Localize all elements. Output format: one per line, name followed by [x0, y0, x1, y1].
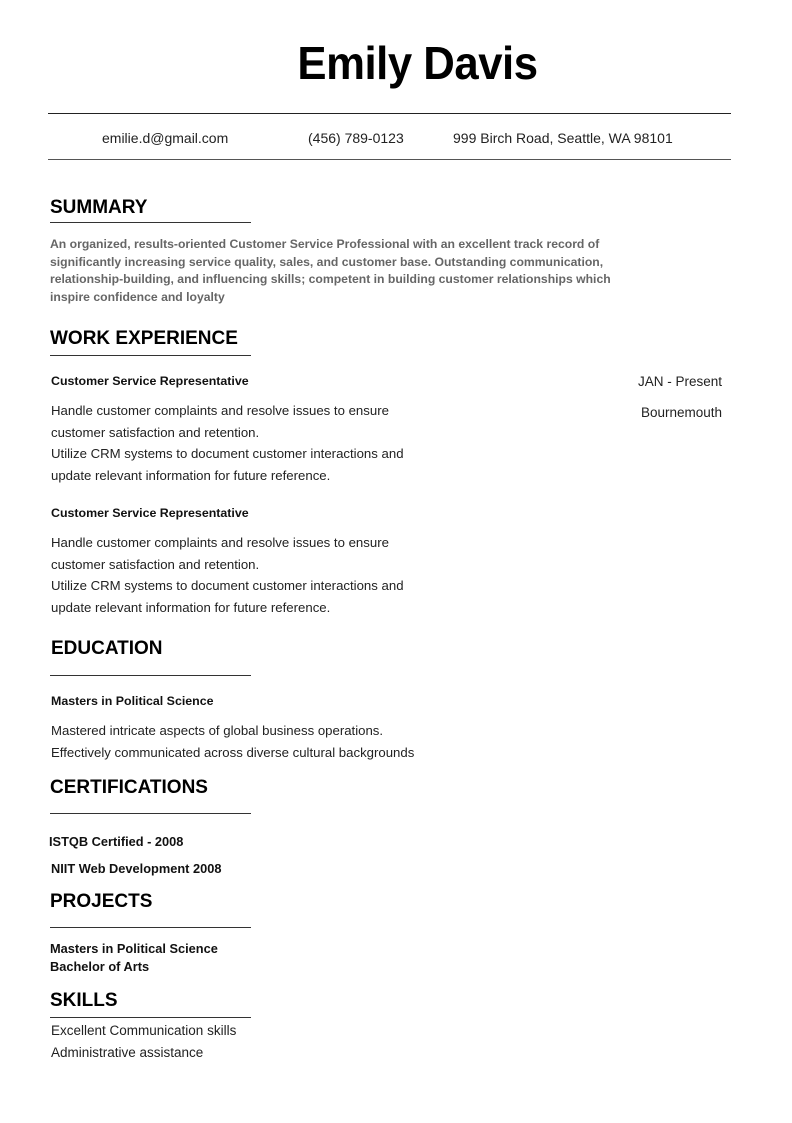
education-degree: Masters in Political Science — [51, 694, 214, 708]
certification-item: ISTQB Certified - 2008 — [49, 834, 184, 849]
contact-email[interactable]: emilie.d@gmail.com — [102, 130, 229, 146]
job-description-line: Utilize CRM systems to document customer interactions and — [51, 446, 404, 461]
section-divider — [50, 222, 251, 223]
job-description-line: Utilize CRM systems to document customer interactions and — [51, 578, 404, 593]
education-description-line: Mastered intricate aspects of global business operations. — [51, 723, 384, 738]
project-item: Bachelor of Arts — [50, 959, 150, 974]
education-description-line: Effectively communicated across diverse cultural backgrounds — [51, 744, 415, 760]
job-description-line: update relevant information for future reference. — [51, 599, 331, 615]
job-description-line: Handle customer complaints and resolve issues to ensure — [51, 535, 389, 550]
header-divider-top — [48, 113, 731, 114]
job-description-line: Handle customer complaints and resolve issues to ensure — [51, 403, 389, 418]
job-location: Bournemouth — [640, 405, 722, 420]
contact-address: 999 Birch Road, Seattle, WA 98101 — [453, 130, 673, 146]
job-description-line: customer satisfaction and retention. — [51, 556, 260, 572]
job-description — [51, 532, 404, 618]
section-title-projects: PROJECTS — [50, 891, 153, 912]
section-divider — [50, 1017, 251, 1018]
project-item: Masters in Political Science — [50, 941, 218, 956]
contact-phone: (456) 789-0123 — [308, 130, 404, 146]
job-date: JAN - Present — [637, 374, 722, 389]
candidate-name: Emily Davis — [297, 37, 538, 89]
education-description — [51, 720, 414, 763]
section-divider — [50, 675, 251, 676]
header-divider-bottom — [48, 159, 731, 160]
section-title-education: EDUCATION — [51, 638, 163, 659]
section-title-work-experience: WORK EXPERIENCE — [50, 328, 238, 349]
job-title: Customer Service Representative — [51, 506, 249, 520]
section-divider — [50, 927, 251, 928]
section-title-certifications: CERTIFICATIONS — [50, 777, 208, 798]
section-divider — [50, 355, 251, 356]
job-description-line: customer satisfaction and retention. — [51, 424, 260, 440]
section-title-summary: SUMMARY — [50, 197, 148, 218]
section-title-skills: SKILLS — [50, 990, 118, 1011]
summary-text: An organized, results-oriented Customer Service Professional with an excellent track record of significantly increasing service quality, sales, and customer base. Outstanding communication, relationship-building, and influencing skills; competent in building customer relationships which inspire confidence and loyalty — [50, 237, 611, 305]
job-title: Customer Service Representative — [51, 374, 249, 388]
section-divider — [50, 813, 251, 814]
certification-item: NIIT Web Development 2008 — [51, 861, 222, 876]
job-description-line: update relevant information for future reference. — [51, 467, 331, 483]
skill-item: Administrative assistance — [51, 1045, 204, 1060]
skill-item: Excellent Communication skills — [51, 1023, 237, 1038]
job-description — [51, 400, 404, 486]
